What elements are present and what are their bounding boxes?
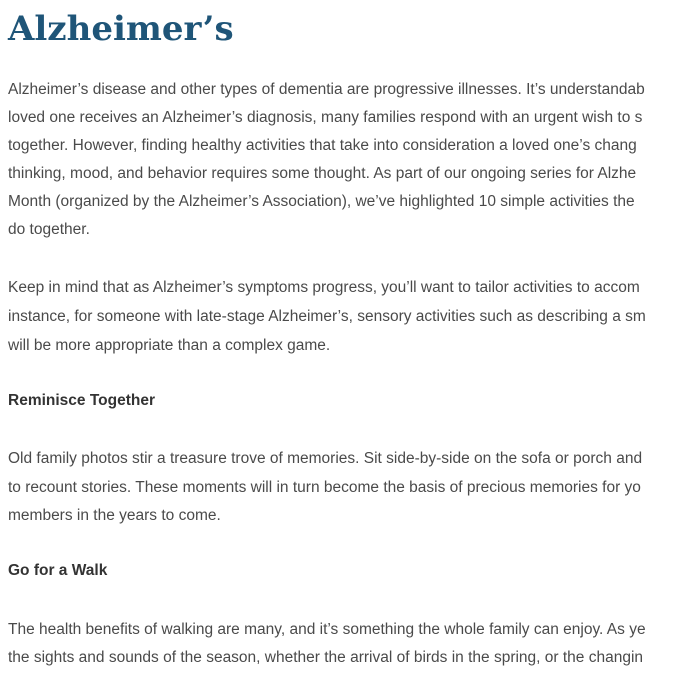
walk-line-1: The health benefits of walking are many, and it’s something the whole family can enjoy. As ye xyxy=(8,621,646,638)
intro-line-3: together. However, finding healthy activities that take into consideration a loved one’s chang xyxy=(8,137,637,154)
reminisce-line-2: to recount stories. These moments will in turn become the basis of precious memories for yo xyxy=(8,479,641,496)
reminisce-line-3: members in the years to come. xyxy=(8,507,221,524)
section-heading-reminisce: Reminisce Together xyxy=(8,392,156,409)
reminisce-line-1: Old family photos stir a treasure trove of memories. Sit side-by-side on the sofa or porch and xyxy=(8,450,643,467)
walk-line-2: the sights and sounds of the season, whether the arrival of birds in the spring, or the changin xyxy=(8,649,644,666)
intro-line-1: Alzheimer’s disease and other types of dementia are progressive illnesses. It’s understandab xyxy=(8,81,645,98)
tip-line-1: Keep in mind that as Alzheimer’s symptoms progress, you’ll want to tailor activities to accom xyxy=(8,279,640,296)
intro-line-6: do together. xyxy=(8,221,90,238)
section-heading-walk: Go for a Walk xyxy=(8,562,108,579)
intro-line-2: loved one receives an Alzheimer’s diagnosis, many families respond with an urgent wish to s xyxy=(8,109,643,126)
intro-line-5: Month (organized by the Alzheimer’s Association), we’ve highlighted 10 simple activities the xyxy=(8,193,635,210)
page-title: Alzheimer’s xyxy=(8,9,234,49)
intro-line-4: thinking, mood, and behavior requires some thought. As part of our ongoing series for Alzhe xyxy=(8,165,637,182)
tip-line-2: instance, for someone with late-stage Alzheimer’s, sensory activities such as describing a sm xyxy=(8,308,646,325)
tip-line-3: will be more appropriate than a complex game. xyxy=(8,337,331,354)
